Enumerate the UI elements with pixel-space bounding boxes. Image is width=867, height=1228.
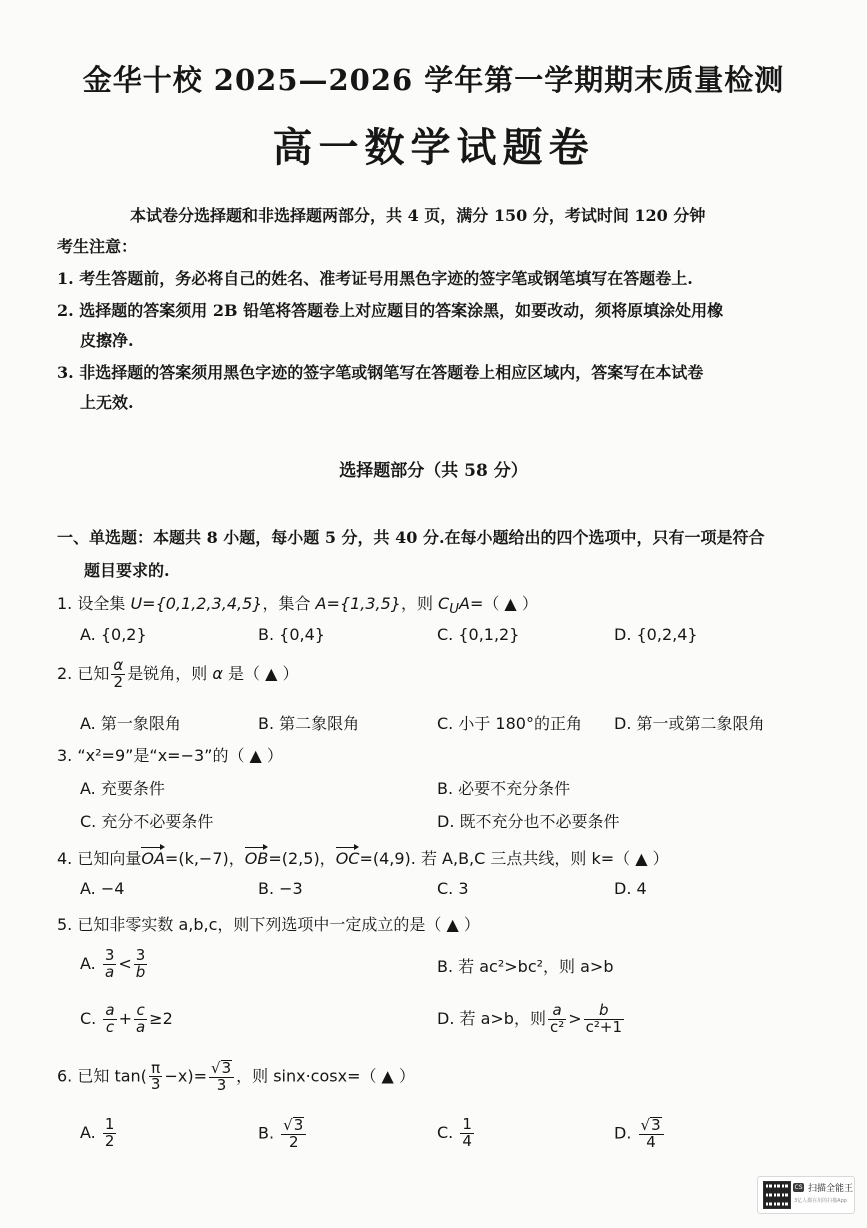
option-d: D. 既不充分也不必要条件 [437,812,620,831]
vector-oc: OC [335,849,360,868]
question-text: ，则 sinx·cosx=（ ▲ ） [236,1066,415,1086]
question-6 [57,1060,415,1094]
scanner-app-tagline: 3亿人都在用的扫描App [794,1198,847,1204]
question-text: =(k,−7)， [164,849,245,868]
option-b: B. 第二象限角 [258,714,360,733]
question-number: 6. [57,1066,73,1086]
notice-heading: 考生注意： [57,237,138,256]
question-text: =(4,9). 若 A,B,C 三点共线，则 k=（ ▲ ） [359,849,669,868]
option-a: A. $\frac{1}{2}$ [80,1115,115,1150]
option-d: D. 第一或第二象限角 [614,714,765,733]
option-d: D. {0,2,4} [614,625,698,644]
question-text: ，则 [400,594,439,613]
question-text: −x)= [164,1066,207,1086]
option-a: A. 充要条件 [80,779,165,798]
option-d: D. $\frac{√3}{4}$ [614,1117,666,1151]
exam-title-line1: 金华十校 2025—2026 学年第一学期期末质量检测 [82,63,785,97]
option-c: C. 充分不必要条件 [80,812,214,831]
notice-text: 考生答题前，务必将自己的姓名、准考证号用黑色字迹的签字笔或钢笔填写在答题卷上. [79,269,693,288]
option-b: B. 若 ac²>bc²，则 a>b [437,957,614,976]
question-text: “x²=9”是“x=−3”的（ ▲ ） [77,746,283,765]
option-a: A. {0,2} [80,625,147,644]
exam-title-line2: 高一数学试题卷 [272,124,595,171]
notice-text: 非选择题的答案须用黑色字迹的签字笔或钢笔写在答题卷上相应区域内，答案写在本试卷 [79,363,704,382]
math-expression: α [212,663,223,683]
option-a: A. $\frac{3}{a}$ < $\frac{3}{b}$ [80,946,146,981]
notice-item-3-cont: 上无效. [80,393,134,412]
single-choice-instruction-cont: 题目要求的. [84,561,170,580]
section-title: 选择题部分（共 58 分） [339,461,528,481]
notice-text: 选择题的答案须用 2B 铅笔将答题卷上对应题目的答案涂黑，如要改动，须将原填涂处用橡 [79,301,724,320]
option-d: D. 4 [614,879,647,898]
question-3 [57,743,283,766]
question-number: 5. [57,915,73,934]
option-a: A. 第一象限角 [80,714,181,733]
question-number: 1. [57,594,73,613]
notice-item-2 [57,298,723,321]
option-d: D. 若 a>b，则 $\frac{a}{\text{c²}}$ > $\frac{b}{\text{c²+1}}$ [437,1001,622,1036]
question-text: 已知非零实数 a,b,c，则下列选项中一定成立的是（ ▲ ） [77,915,480,934]
option-c: C. 3 [437,879,469,898]
question-text: 已知 tan( [77,1066,147,1086]
question-text: 已知向量 [77,849,142,868]
vector-oa: OA [141,849,165,868]
option-b: B. −3 [258,879,303,898]
option-b: B. 必要不充分条件 [437,779,571,798]
option-c: C. $\frac{a}{c}$ + $\frac{c}{a}$ ≥2 [80,1001,173,1036]
math-expression: A [458,594,470,613]
notice-number: 1. [57,269,74,288]
scanner-app-name: 扫描全能王 [808,1184,854,1194]
option-a: A. −4 [80,879,125,898]
option-c: C. 小于 180°的正角 [437,714,582,733]
question-4 [57,846,669,869]
math-expression: U={0,1,2,3,4,5} [130,594,263,613]
qr-code-icon [763,1181,791,1209]
single-choice-instruction: 一、单选题：本题共 8 小题，每小题 5 分，共 40 分.在每小题给出的四个选项中，只有一项是符合 [57,528,765,547]
question-text: 是锐角，则 [127,663,213,683]
fraction: $\frac{√3}{3}$ [209,1060,234,1094]
option-b: B. $\frac{√3}{2}$ [258,1117,308,1151]
question-text: 是（ ▲ ） [222,663,299,683]
question-5 [57,912,480,935]
math-expression: C [438,594,450,613]
question-text: =（ ▲ ） [469,594,538,613]
notice-item-1 [57,266,693,289]
question-number: 3. [57,746,73,765]
option-c: C. {0,1,2} [437,625,520,644]
question-text: 已知 [77,663,110,683]
math-subscript: U [449,602,459,618]
exam-intro: 本试卷分选择题和非选择题两部分，共 4 页，满分 150 分，考试时间 120 分钟 [130,206,706,225]
math-expression: A={1,3,5} [315,594,401,613]
fraction: $\frac{\pi}{3}$ [150,1058,161,1094]
question-text: =(2,5)， [268,849,336,868]
option-b: B. {0,4} [258,625,325,644]
scanner-watermark [757,1176,855,1214]
fraction: $\frac{\alpha}{2}$ [113,656,124,691]
question-2 [57,658,298,691]
notice-number: 2. [57,301,74,320]
notice-item-3 [57,360,703,383]
scanner-app-badge: CS [794,1184,803,1191]
question-text: 设全集 [77,594,131,613]
vector-ob: OB [244,849,269,868]
notice-item-2-cont: 皮擦净. [80,331,134,350]
notice-number: 3. [57,363,74,382]
question-1 [57,591,538,617]
question-number: 4. [57,849,73,868]
question-number: 2. [57,663,73,683]
option-c: C. $\frac{1}{4}$ [437,1115,472,1150]
question-text: ，集合 [262,594,316,613]
